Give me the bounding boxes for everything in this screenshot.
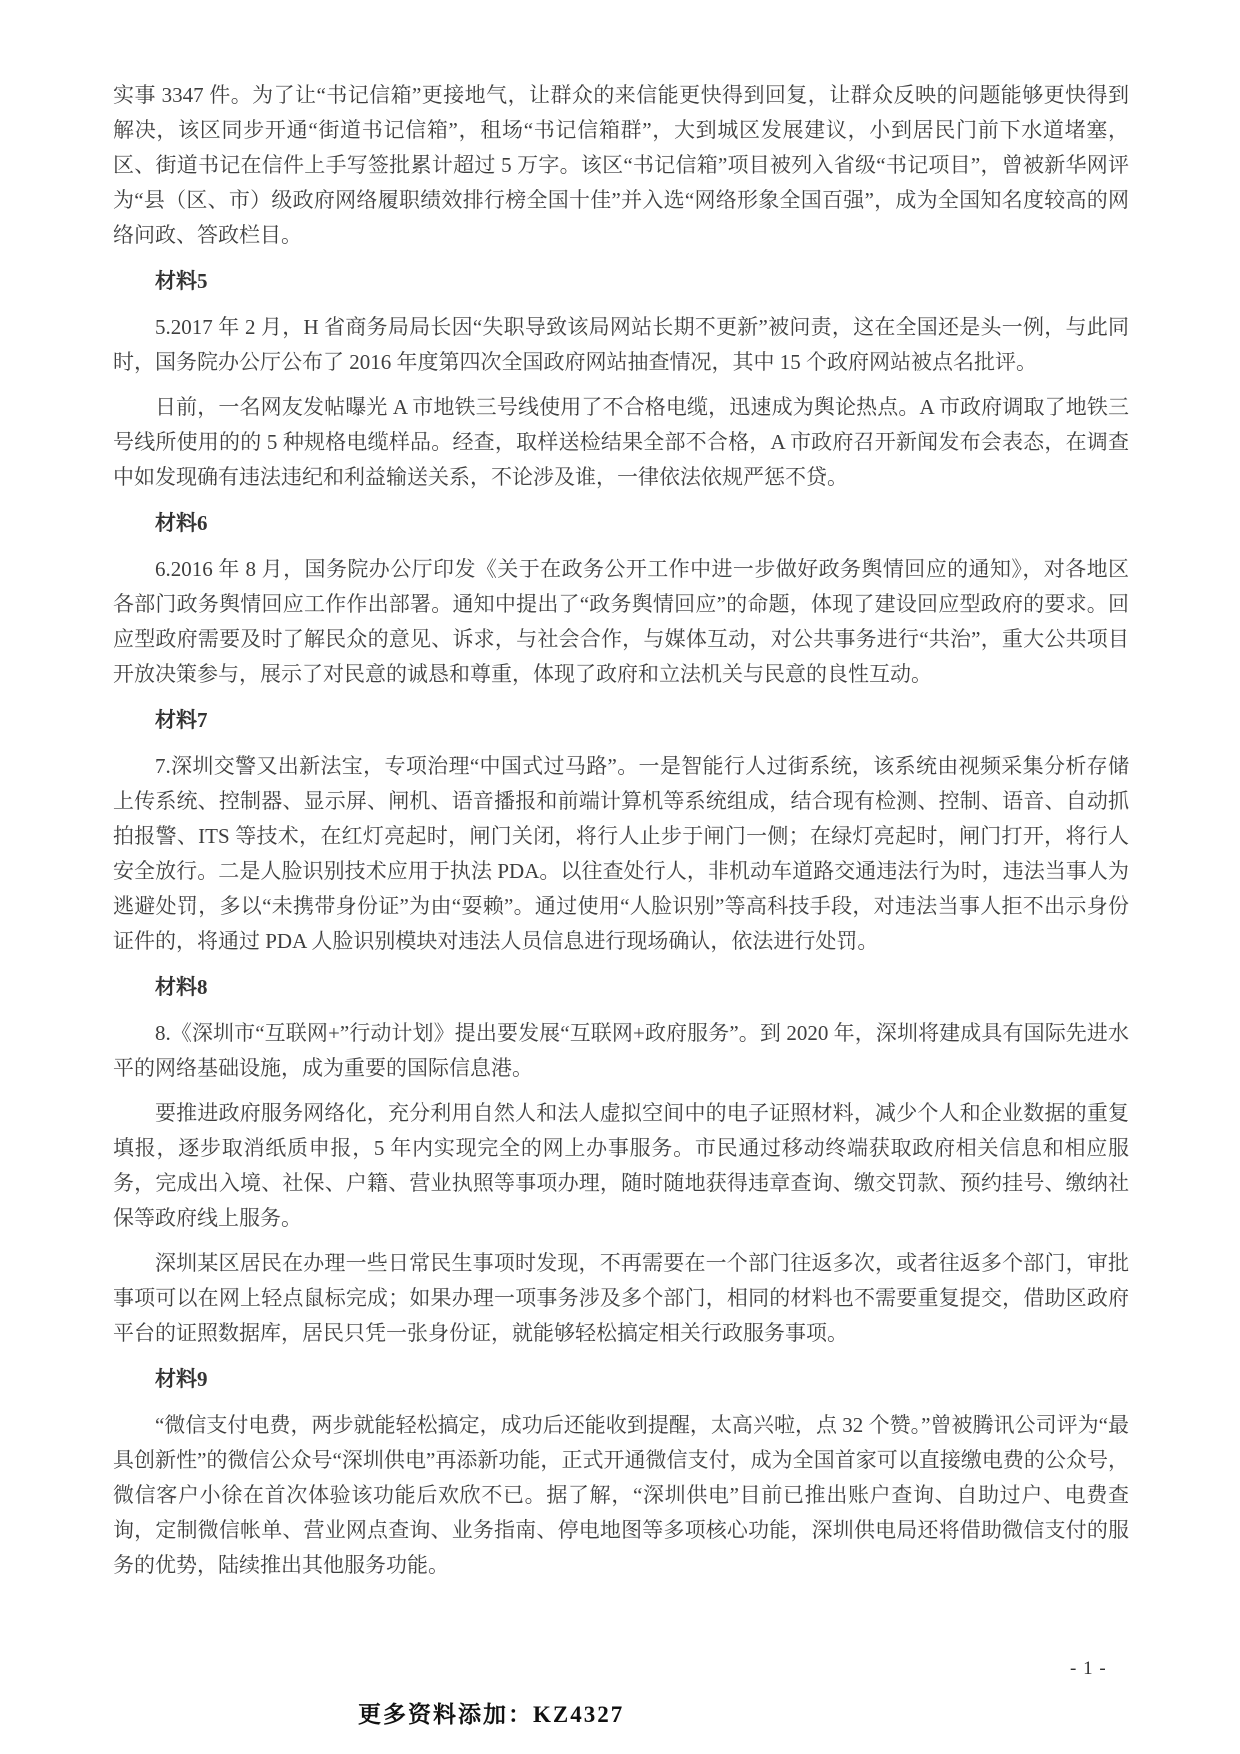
paragraph-material-6-item: 6.2016 年 8 月，国务院办公厅印发《关于在政务公开工作中进一步做好政务舆情回应的通知》，对各地区各部门政务舆情回应工作作出部署。通知中提出了“政务舆情回应”的命题，体现了建设回应型政府的要求。回应型政府需要及时了解民众的意见、诉求，与社会合作，与媒体互动，对公共事务进行“共治”，重大公共项目开放决策参与，展示了对民意的诚恳和尊重，体现了政府和立法机关与民意的良性互动。 (113, 557, 1129, 686)
material-9-heading: 材料9 (155, 1367, 208, 1391)
paragraph-material-8-services: 要推进政府服务网络化，充分利用自然人和法人虚拟空间中的电子证照材料，减少个人和企业数据的重复填报，逐步取消纸质申报，5 年内实现完全的网上办事服务。市民通过移动终端获取政府相关信息和相应服务，完成出入境、社保、户籍、营业执照等事项办理，随时随地获得违章查询、缴交罚款、预约挂号、缴纳社保等政府线上服务。 (113, 1101, 1129, 1230)
paragraph-material-9-item: “微信支付电费，两步就能轻松搞定，成功后还能收到提醒，太高兴啦，点 32 个赞。”曾被腾讯公司评为“最具创新性”的微信公众号“深圳供电”再添新功能，正式开通微信支付，成为全国首家可以直接缴电费的公众号，微信客户小徐在首次体验该功能后欢欣不已。据了解，“深圳供电”目前已推出账户查询、自助过户、电费查询，定制微信帐单、营业网点查询、业务指南、停电地图等多项核心功能，深圳供电局还将借助微信支付的服务的优势，陆续推出其他服务功能。 (113, 1413, 1129, 1577)
material-6-heading: 材料6 (155, 511, 208, 535)
paragraph-material-5-item: 5.2017 年 2 月，H 省商务局局长因“失职导致该局网站长期不更新”被问责，这在全国还是头一例，与此同时，国务院办公厅公布了 2016 年度第四次全国政府网站抽查情况，其中 15 个政府网站被点名批评。 (113, 315, 1129, 374)
paragraph-continued: 实事 3347 件。为了让“书记信箱”更接地气，让群众的来信能更快得到回复，让群众反映的问题能够更快得到解决，该区同步开通“街道书记信箱”，租场“书记信箱群”，大到城区发展建议，小到居民门前下水道堵塞，区、街道书记在信件上手写签批累计超过 5 万字。该区“书记信箱”项目被列入省级“书记项目”，曾被新华网评为“县（区、市）级政府网络履职绩效排行榜全国十佳”并入选“网络形象全国百强”，成为全国知名度较高的网络问政、答政栏目。 (113, 83, 1129, 247)
paragraph-material-5-followup: 日前，一名网友发帖曝光 A 市地铁三号线使用了不合格电缆，迅速成为舆论热点。A 市政府调取了地铁三号线所使用的的 5 种规格电缆样品。经查，取样送检结果全部不合格，A 市政府召开新闻发布会表态，在调查中如发现确有违法违纪和利益输送关系，不论涉及谁，一律依法依规严惩不贷。 (113, 395, 1129, 489)
material-7-heading: 材料7 (155, 708, 208, 732)
footer-watermark-note: 更多资料添加：KZ4327 (358, 1702, 625, 1727)
paragraph-material-8-residents: 深圳某区居民在办理一些日常民生事项时发现，不再需要在一个部门往返多次，或者往返多个部门，审批事项可以在网上轻点鼠标完成；如果办理一项事务涉及多个部门，相同的材料也不需要重复提交，借助区政府平台的证照数据库，居民只凭一张身份证，就能够轻松搞定相关行政服务事项。 (113, 1251, 1129, 1345)
material-5-heading: 材料5 (155, 269, 208, 293)
paragraph-material-7-item: 7.深圳交警又出新法宝，专项治理“中国式过马路”。一是智能行人过街系统，该系统由视频采集分析存储上传系统、控制器、显示屏、闸机、语音播报和前端计算机等系统组成，结合现有检测、控制、语音、自动抓拍报警、ITS 等技术，在红灯亮起时，闸门关闭，将行人止步于闸门一侧；在绿灯亮起时，闸门打开，将行人安全放行。二是人脸识别技术应用于执法 PDA。以往查处行人，非机动车道路交通违法行为时，违法当事人为逃避处罚，多以“未携带身份证”为由“耍赖”。通过使用“人脸识别”等高科技手段，对违法当事人拒不出示身份证件的，将通过 PDA 人脸识别模块对违法人员信息进行现场确认，依法进行处罚。 (113, 754, 1129, 953)
material-8-heading: 材料8 (155, 975, 208, 999)
document-page (113, 78, 1129, 1593)
paragraph-material-8-item: 8.《深圳市“互联网+”行动计划》提出要发展“互联网+政府服务”。到 2020 年，深圳将建成具有国际先进水平的网络基础设施，成为重要的国际信息港。 (113, 1021, 1129, 1080)
page-number: - 1 - (1070, 1658, 1107, 1679)
